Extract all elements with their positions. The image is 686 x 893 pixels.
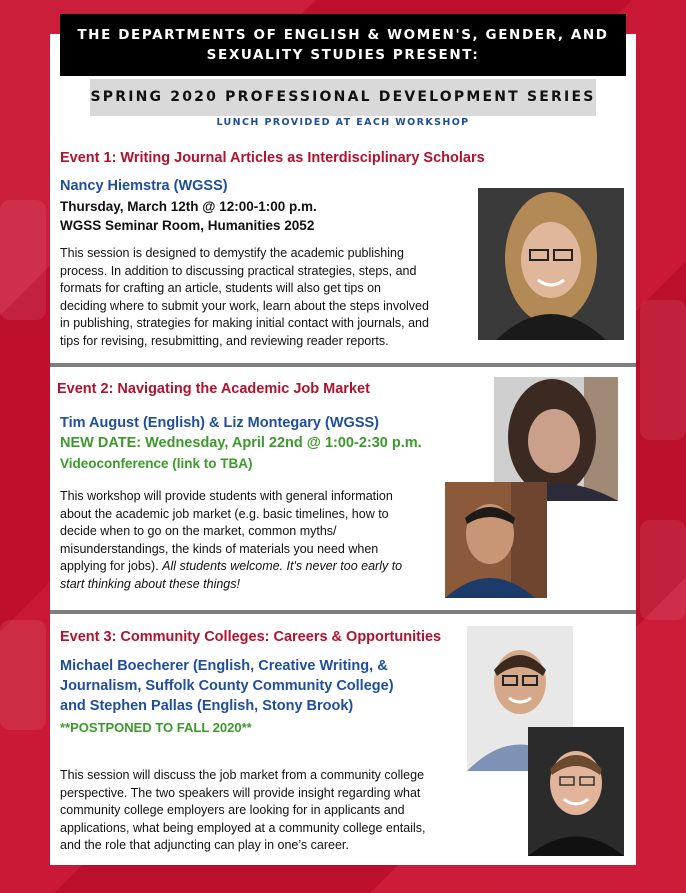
lunch-note: LUNCH PROVIDED AT EACH WORKSHOP — [216, 117, 470, 128]
event3-title: Event 3: Community Colleges: Careers & Opportunities — [60, 629, 442, 645]
event1-description — [60, 245, 470, 350]
background-decoration — [640, 520, 686, 620]
header-line-2: SEXUALITY STUDIES PRESENT: — [206, 47, 480, 63]
event2-description-line: This workshop will provide students with general information — [60, 489, 393, 503]
event2-location: Videoconference (link to TBA) — [60, 456, 253, 471]
event3-speakers-line: Journalism, Suffolk County Community College) — [60, 678, 394, 694]
event3-description — [60, 767, 480, 855]
event1-location: WGSS Seminar Room, Humanities 2052 — [60, 218, 315, 233]
event1-description-line: deciding where to submit your work, learn about the steps involved — [60, 298, 429, 313]
event2-description-line — [60, 558, 440, 576]
event2-description-line: about the academic job market (e.g. basic timelines, how to — [60, 506, 389, 521]
event3-description-line: perspective. The two speakers will provide insight regarding what — [60, 785, 421, 800]
event1-description-line: in publishing, strategies for making initial contact with journals, and — [60, 316, 429, 330]
event2-description — [60, 488, 440, 593]
event3-description-line: This session will discuss the job market from a community college — [60, 768, 425, 782]
event2-welcome-italic: start thinking about these things! — [60, 576, 240, 591]
background-decoration — [0, 620, 46, 730]
event2-speakers: Tim August (English) & Liz Montegary (WGSS) — [60, 415, 379, 431]
department-header — [60, 14, 626, 76]
event2-description-line: decide when to go on the market, common myths/ — [60, 524, 337, 538]
event1-description-line: This session is designed to demystify the academic publishing — [60, 246, 404, 260]
event3-status: **POSTPONED TO FALL 2020** — [60, 720, 252, 735]
speaker-photo-hiemstra — [478, 188, 624, 340]
header-line-1: THE DEPARTMENTS OF ENGLISH & WOMEN'S, GENDER, AND — [77, 27, 609, 43]
event1-date: Thursday, March 12th @ 12:00-1:00 p.m. — [60, 199, 317, 214]
event1-title: Event 1: Writing Journal Articles as Interdisciplinary Scholars — [60, 150, 485, 166]
event2-welcome-italic: All students welcome. It's never too early to — [162, 559, 403, 573]
event2-date: NEW DATE: Wednesday, April 22nd @ 1:00-2:30 p.m. — [60, 435, 422, 451]
event3-description-line: applications, what being employed at a community college entails, — [60, 820, 426, 835]
event1-description-line: tips for revising, resubmitting, and reviewing reader reports. — [60, 333, 389, 348]
speaker-photo-august — [445, 482, 547, 598]
event1-description-line: process. In addition to discussing practical strategies, steps, and — [60, 263, 417, 278]
section-divider — [50, 363, 636, 367]
event2-description-text: applying for jobs). — [60, 559, 163, 573]
event2-description-line: misunderstandings, the kinds of materials you need when — [60, 541, 379, 556]
speaker-photo-pallas — [528, 727, 624, 856]
background-decoration — [0, 200, 46, 320]
background-decoration — [640, 300, 686, 440]
event1-speaker: Nancy Hiemstra (WGSS) — [60, 178, 228, 194]
event2-description-line — [60, 576, 440, 594]
event3-speakers-line: and Stephen Pallas (English, Stony Brook) — [60, 698, 354, 714]
event1-description-line: formats for crafting an article, students will also get tips on — [60, 281, 381, 295]
event3-speakers-line: Michael Boecherer (English, Creative Writing, & — [60, 658, 388, 674]
event2-title: Event 2: Navigating the Academic Job Market — [57, 381, 370, 397]
event3-description-line: and the role that adjuncting can play in one’s career. — [60, 838, 349, 852]
event3-description-line: community college employers are looking for in applicants and — [60, 803, 405, 817]
series-title: SPRING 2020 PROFESSIONAL DEVELOPMENT SERIES — [90, 79, 596, 116]
section-divider — [50, 610, 636, 614]
